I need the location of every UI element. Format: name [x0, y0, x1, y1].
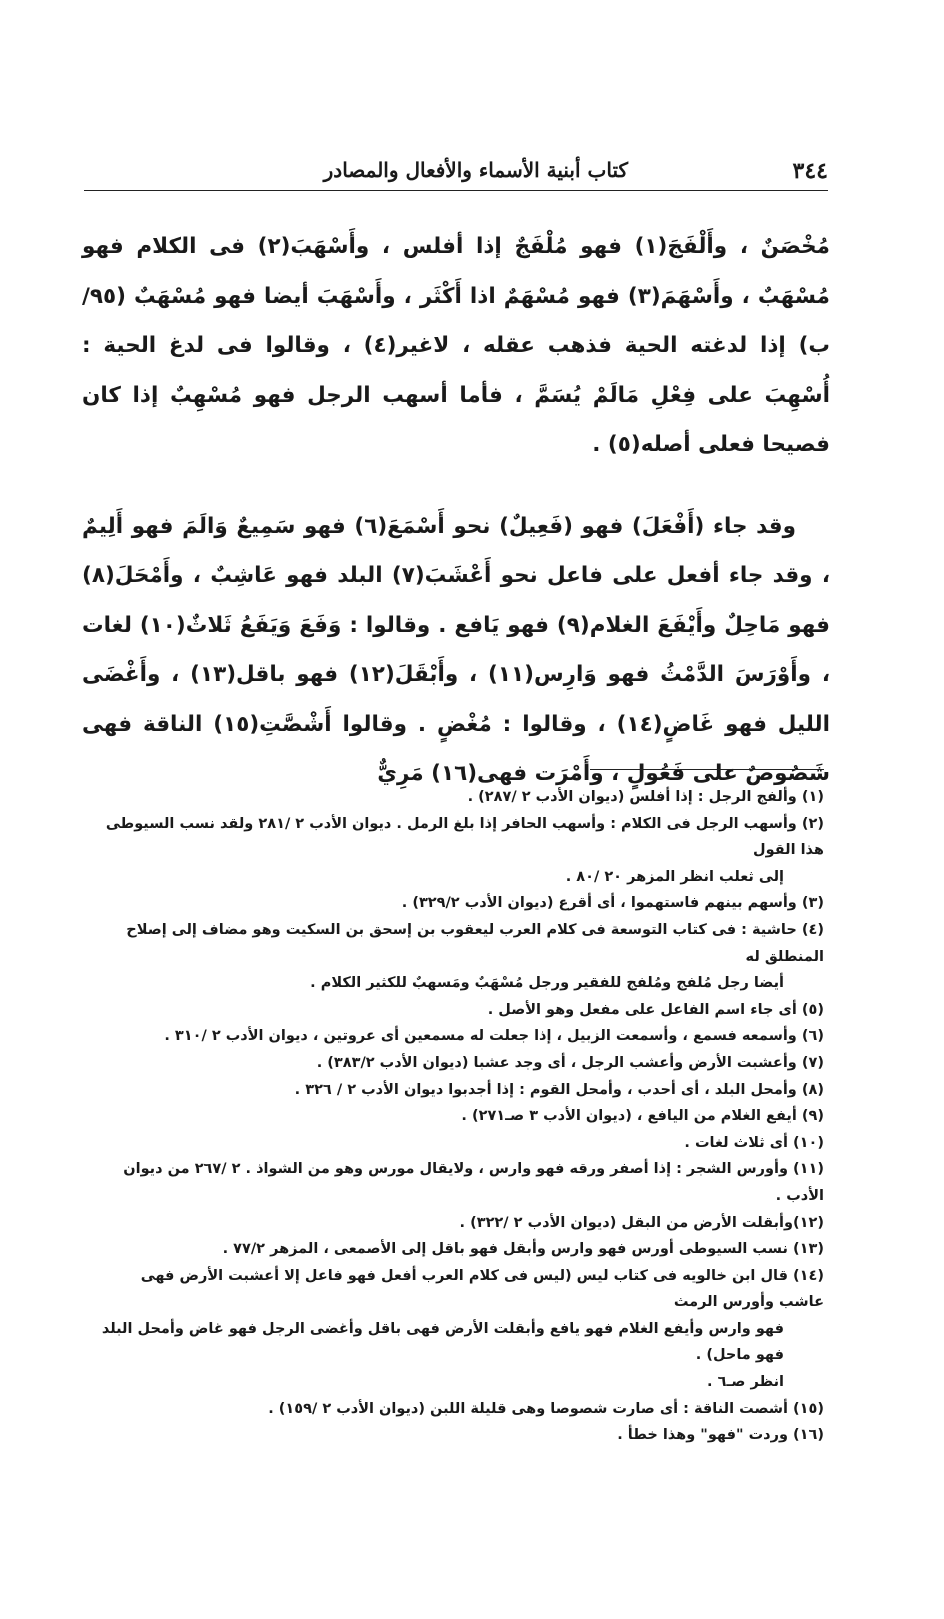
- footnotes: [100, 784, 824, 1449]
- header-rule: [84, 190, 828, 191]
- footnote: (١٤) قال ابن خالويه فى كتاب ليس (ليس فى كلام العرب أفعل فهو فاعل إلا أعشبت الأرض فهى عاشب وأورس الرمث: [140, 1267, 824, 1311]
- footnote: (٢) وأسهب الرجل فى الكلام : وأسهب الحافر إذا بلغ الرمل . ديوان الأدب ٢ /٢٨١ ولقد نسب السيوطى هذا القول: [105, 815, 824, 859]
- footnote-continuation: فهو وارس وأيفع الغلام فهو يافع وأبقلت الأرض فهى باقل وأغضى الرجل فهو غاض وأمحل البلد فهو ماحل) .: [101, 1320, 784, 1364]
- footnote: (٣) وأسهم بينهم فاستهموا ، أى أقرع (ديوان الأدب ٣٢٩/٢) .: [401, 895, 824, 912]
- footnote: (١١) وأورس الشجر : إذا أصفر ورقه فهو وارس ، ولايقال مورس وهو من الشواذ . ٢ /٢٦٧ من ديوان الأدب .: [123, 1161, 824, 1204]
- footnote: (٨) وأمحل البلد ، أى أحدب ، وأمحل القوم : إذا أجدبوا ديوان الأدب ٢ / ٣٢٦ .: [294, 1081, 824, 1098]
- footnote: (٤) حاشية : فى كتاب التوسعة فى كلام العرب ليعقوب بن إسحق بن السكيت وهو مضاف إلى إصلاح المنطلق له: [126, 921, 824, 965]
- footnote: (١٦) وردت "فهو" وهذا خطأ .: [617, 1427, 824, 1444]
- footnote-continuation: أيضا رجل مُلفج ومُلفج للفقير ورجل مُسْهَبٌ ومَسهبٌ للكثير الكلام .: [310, 975, 784, 992]
- footnote-separator: [590, 769, 824, 770]
- paragraph: مُخْصَنٌ ، وأَلْفَجَ(١) فهو مُلْفَجٌ إذا أفلس ، وأَسْهَبَ(٢) فى الكلام فهو مُسْهَبٌ ، وأَسْهَمَ(٣) فهو مُسْهَمٌ اذا أَكْثَر ، وأَسْهَبَ أيضا فهو مُسْهَبٌ (٩٥/ب) إذا لدغته الحية فذهب عقله ، لاغير(٤) ، وقالوا فى لدغ الحية : أُسْهِبَ على فِعْلِ مَالَمْ يُسَمَّ ، فأما أسهب الرجل فهو مُسْهِبٌ إذا كان فصيحا فعلى أصله(٥) .: [82, 234, 831, 457]
- page-header: [84, 150, 828, 190]
- footnote: (١٣) نسب السيوطى أورس فهو وارس وأبقل فهو باقل إلى الأصمعى ، المزهر ٧٧/٢ .: [222, 1241, 824, 1258]
- paragraph: وقد جاء (أَفْعَلَ) فهو (فَعِيلٌ) نحو أَسْمَعَ(٦) فهو سَمِيعٌ وَالَمَ فهو أَلِيمٌ ، وقد جاء أفعل على فاعل نحو أَعْشَبَ(٧) البلد فهو عَاشِبٌ ، وأَمْحَلَ(٨) فهو مَاحِلٌ وأَيْفَعَ الغلام(٩) فهو يَافع . وقالوا : وَفَعَ وَيَفَعُ ثَلاثٌ(١٠) لغات ، وأَوْرَسَ الدَّمْثُ فهو وَارِس(١١) ، وأَبْقَلَ(١٢) فهو باقل(١٣) ، وأَغْضَى الليل فهو غَاضٍ(١٤) ، وقالوا : مُغْضٍ . وقالوا أَشْصَّتِ(١٥) الناقة فهى شَصُوصٌ على فَعُولٍ ، وأَمْرَت فهى(١٦) مَرِيٌّ: [82, 513, 830, 786]
- footnote-continuation: إلى ثعلب انظر المزهر ٢٠ /٨٠ .: [565, 868, 784, 885]
- footnote: (٩) أيفع الغلام من اليافع ، (ديوان الأدب ٣ صـ٢٧١) .: [461, 1108, 824, 1125]
- footnote: (٦) وأسمعه فسمع ، وأسمعت الزبيل ، إذا جعلت له مسمعين أى عروتين ، ديوان الأدب ٢ /٣١٠ .: [164, 1028, 824, 1045]
- footnote: (٥) أى جاء اسم الفاعل على مفعل وهو الأصل .: [487, 1001, 824, 1018]
- footnote: (١٥) أشصت الناقة : أى صارت شصوصا وهى قليلة اللبن (ديوان الأدب ٢ /١٥٩) .: [268, 1400, 824, 1417]
- running-title: كتاب أبنية الأسماء والأفعال والمصادر: [323, 158, 628, 182]
- footnote: (١٠) أى ثلاث لغات .: [684, 1134, 824, 1151]
- page-number: ٣٤٤: [792, 158, 828, 184]
- main-text: [82, 222, 830, 799]
- footnote: (٧) وأعشبت الأرض وأعشب الرجل ، أى وجد عشبا (ديوان الأدب ٣٨٣/٢) .: [316, 1054, 824, 1071]
- footnote: (١) وألفج الرجل : إذا أفلس (ديوان الأدب ٢ /٢٨٧) .: [467, 789, 824, 805]
- footnote: (١٢)وأبقلت الأرض من البقل (ديوان الأدب ٢ /٣٢٢) .: [459, 1214, 824, 1231]
- footnote-continuation: انظر صـ٦ .: [707, 1374, 784, 1391]
